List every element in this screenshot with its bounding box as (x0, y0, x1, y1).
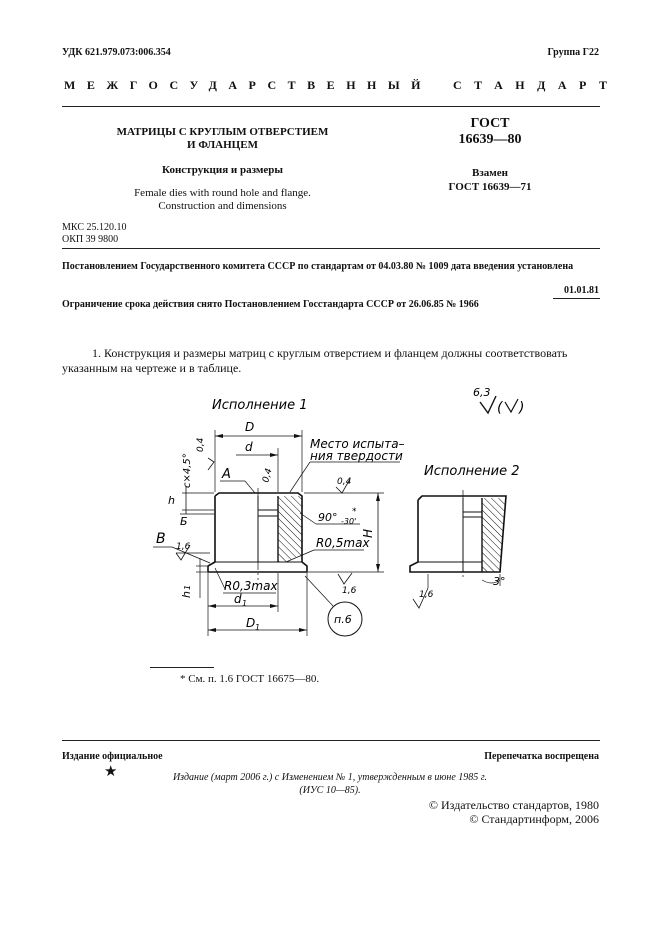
svg-text:1,6: 1,6 (419, 590, 434, 600)
svg-text:d: d (245, 440, 253, 454)
replaces-block (430, 166, 550, 194)
svg-text:3°: 3° (493, 575, 506, 588)
header-rule (62, 106, 600, 107)
paragraph-1-line-1: 1. Конструкция и размеры матриц с круглым отверстием и фланцем должны соответствовать (92, 346, 568, 360)
roughness-0-4-right-symbol (336, 477, 352, 493)
classification (62, 222, 126, 246)
paragraph-1-line-2: указанным на чертеже и в таблице. (62, 361, 242, 375)
svg-text:R0,3max: R0,3max (224, 579, 278, 593)
roughness-1-6-bottom-symbol (338, 573, 357, 596)
dimension-h1 (180, 558, 207, 598)
title-line-1: МАТРИЦЫ С КРУГЛЫМ ОТВЕРСТИЕМ (116, 126, 329, 138)
die-variant-1 (208, 488, 307, 580)
svg-text:1: 1 (242, 599, 248, 608)
label-A (220, 467, 255, 493)
svg-text:R0,5max: R0,5max (316, 536, 370, 550)
die-variant-2 (410, 490, 506, 580)
angle-90-label (300, 507, 360, 526)
svg-text:D: D (245, 420, 255, 434)
dimension-d (236, 440, 278, 492)
svg-text:B: B (156, 531, 166, 547)
interstate-label: МЕЖГОСУДАРСТВЕННЫЙ (64, 78, 432, 92)
svg-text:1: 1 (255, 623, 261, 632)
udk-code: УДК 621.979.073:006.354 (62, 47, 171, 58)
svg-text:6,3: 6,3 (473, 386, 491, 399)
copyright-1: © Издательство стандартов, 1980 (428, 798, 599, 812)
gost-number: 16639—80 (458, 132, 522, 147)
svg-text:1: 1 (183, 584, 192, 590)
replaces-label: Взамен (472, 167, 508, 179)
angle-3-label (482, 574, 506, 588)
roughness-0-4-top-symbol (196, 437, 214, 470)
english-title-line-1: Female dies with round hole and flange. (134, 187, 311, 199)
mks-code: МКС 25.120.10 (62, 222, 127, 233)
svg-text:H: H (361, 528, 375, 538)
gost-code (440, 116, 540, 148)
edition-line-1: Издание (март 2006 г.) с Изменением № 1, утвержденным в июне 1985 г. (172, 772, 488, 783)
decree-line-2: Ограничение срока действия снято Постановлением Госстандарта СССР от 26.06.85 № 1966 (62, 299, 479, 310)
dimension-H (304, 493, 384, 572)
reference-p6 (305, 576, 362, 636)
svg-text:Место испыта–: Место испыта– (310, 437, 405, 451)
footnote-rule (150, 667, 214, 668)
technical-drawing (0, 385, 661, 670)
document-title (95, 126, 350, 152)
footer-rule (62, 740, 600, 741)
okp-code: ОКП 39 9800 (62, 234, 119, 245)
svg-text:h: h (180, 591, 193, 598)
svg-text:п.6: п.6 (334, 613, 352, 626)
group-code: Группа Г22 (547, 47, 599, 58)
svg-text:0,4: 0,4 (196, 437, 206, 452)
title-line-2: И ФЛАНЦЕМ (187, 139, 258, 151)
svg-text:): ) (519, 400, 525, 416)
footnote: * См. п. 1.6 ГОСТ 16675—80. (180, 673, 320, 685)
svg-text:0,4: 0,4 (337, 477, 352, 487)
chamfer-label: c×4,5° (182, 453, 193, 488)
replaces-value: ГОСТ 16639—71 (448, 181, 532, 193)
english-title-line-2: Construction and dimensions (158, 200, 287, 212)
svg-text:h: h (168, 494, 175, 507)
svg-text:ния твердости: ния твердости (310, 449, 403, 463)
svg-text:90°: 90° (318, 511, 338, 524)
svg-text:0,4: 0,4 (261, 467, 275, 484)
variant-2-label: Исполнение 2 (424, 464, 520, 479)
standard-label: СТАНДАРТ (453, 78, 620, 92)
title-rule (62, 248, 600, 249)
svg-text:A: A (222, 467, 231, 482)
decree-date-underline (553, 298, 600, 299)
svg-text:1,6: 1,6 (342, 586, 357, 596)
roughness-1-6-left-symbol (176, 542, 210, 560)
svg-text:D: D (246, 616, 256, 630)
dimension-h (168, 486, 214, 528)
variant-1-label: Исполнение 1 (212, 398, 308, 413)
decree-date: 01.01.81 (564, 285, 599, 296)
svg-text:d: d (234, 592, 242, 606)
svg-text:*: * (352, 507, 357, 517)
svg-text:(: ( (497, 400, 503, 416)
edition-line-2: (ИУС 10—85). (299, 785, 361, 796)
star-icon: ★ (104, 764, 118, 780)
roughness-1-6-variant2-symbol (413, 574, 434, 608)
roughness-0-4-chamfer-symbol (261, 467, 274, 484)
label-B-text: Б (180, 515, 188, 528)
english-title (95, 187, 350, 213)
roughness-main-symbol (473, 386, 524, 416)
svg-text:1,6: 1,6 (176, 542, 191, 552)
copyright-2: © Стандартинформ, 2006 (469, 812, 599, 826)
subtitle: Конструкция и размеры (162, 164, 283, 176)
gost-label: ГОСТ (470, 116, 510, 131)
reprint-prohibited: Перепечатка воспрещена (484, 751, 599, 762)
decree-line-1: Постановлением Государственного комитета СССР по стандартам от 04.03.80 № 1009 дата введения установлена (62, 261, 574, 272)
official-edition: Издание официальное (62, 751, 163, 762)
svg-text:-30': -30' (341, 517, 357, 526)
